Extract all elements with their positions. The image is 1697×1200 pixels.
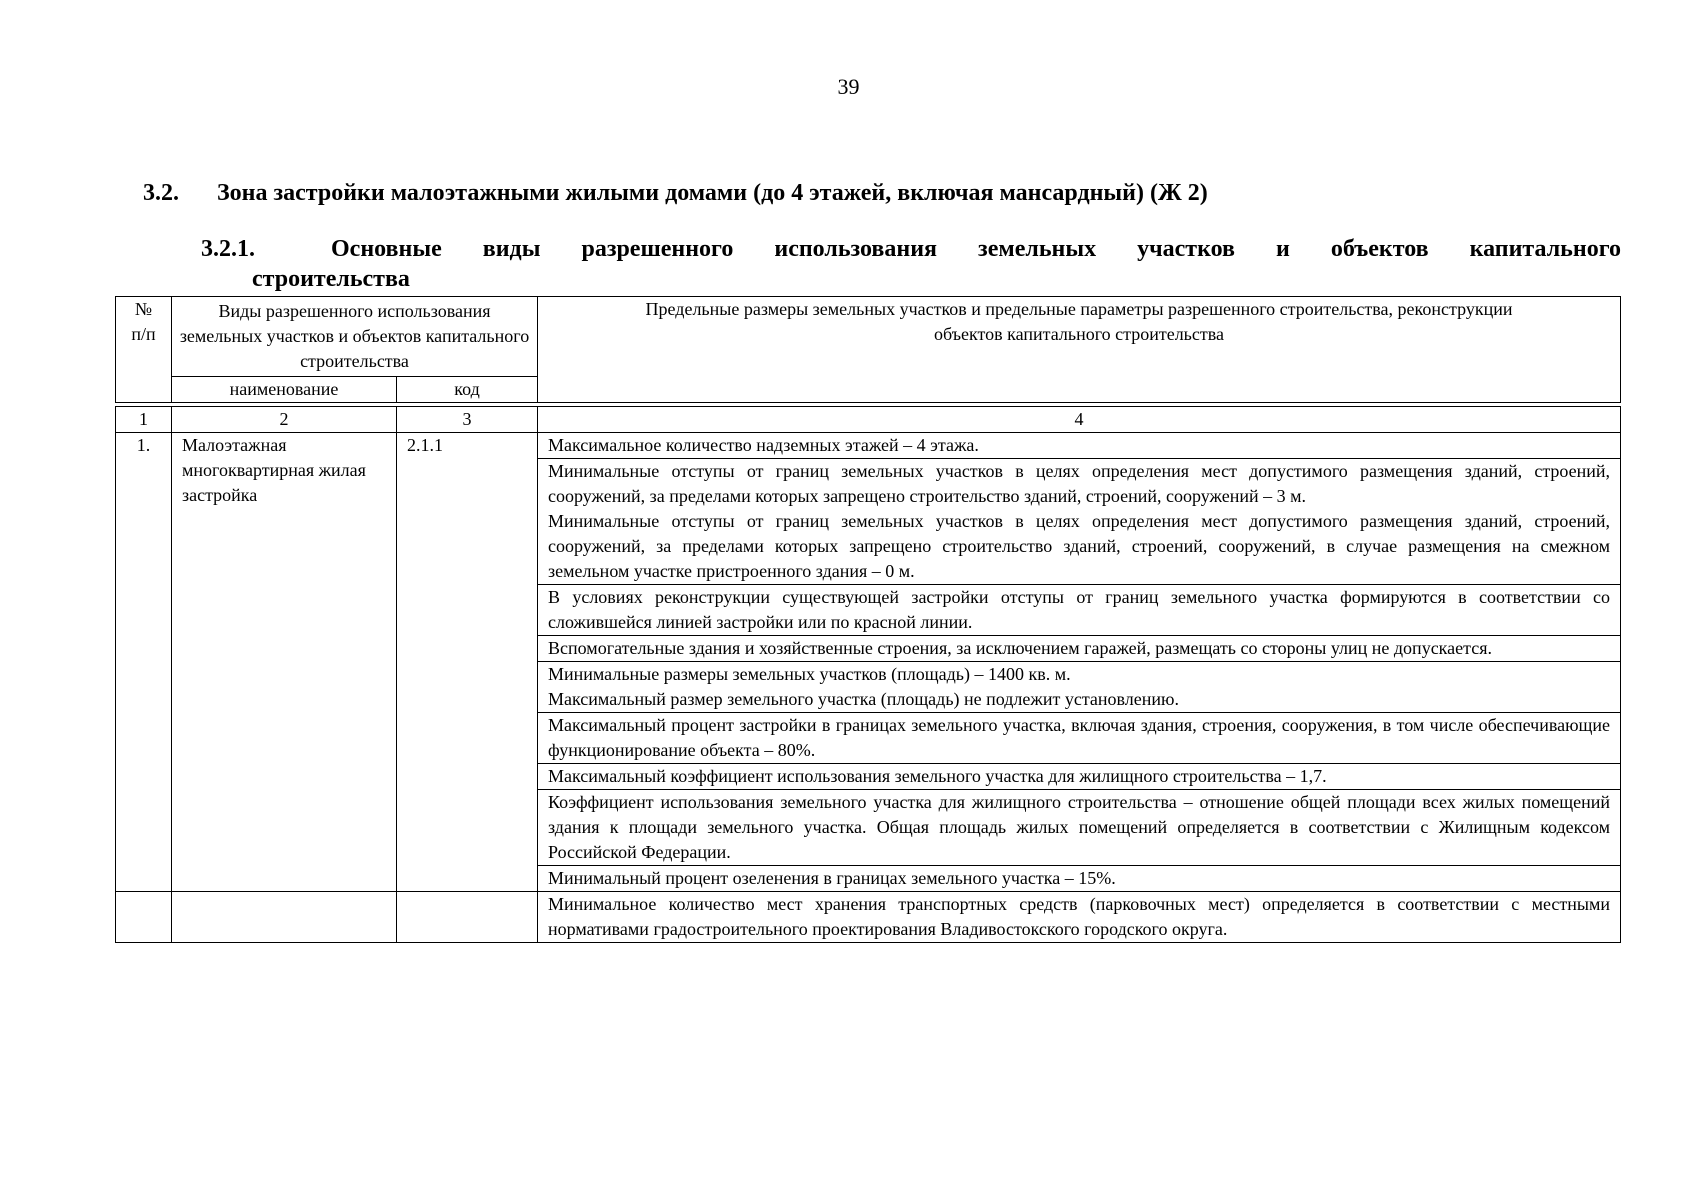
- page-number: 39: [837, 74, 860, 99]
- row-code: 2.1.1: [397, 433, 538, 892]
- header-types-cell: Виды разрешенного использования земельных участков и объектов капитального строительства: [172, 297, 538, 377]
- subsection-number: 3.2.1.: [201, 236, 255, 262]
- subsection-title-line2: строительства: [252, 266, 410, 292]
- param-cell: [538, 459, 1621, 585]
- param-text: Максимальный процент застройки в границах земельного участка, включая здания, строения, сооружения, в том числе обеспечивающие функционирование объекта – 80%.: [548, 715, 1611, 760]
- param-text: Минимальный процент озеленения в границах земельного участка – 15%.: [548, 868, 1116, 888]
- column-number: 2: [172, 407, 397, 433]
- column-number: 1: [116, 407, 172, 433]
- header-code-cell: код: [397, 377, 538, 403]
- subsection-title-line1: Основные виды разрешенного использования земельных участков и объектов капитального: [331, 236, 1621, 262]
- column-number: 3: [397, 407, 538, 433]
- regulations-table: [115, 296, 1621, 943]
- param-cell: [538, 585, 1621, 636]
- table-row: [116, 433, 1621, 459]
- param-text: Максимальный коэффициент использования земельного участка для жилищного строительства – 1,7.: [548, 766, 1327, 786]
- header-number-cell: № п/п: [116, 297, 172, 403]
- section-title-text: Зона застройки малоэтажными жилыми домами (до 4 этажей, включая мансардный) (Ж 2): [217, 180, 1208, 206]
- column-number: 4: [538, 407, 1621, 433]
- param-text: Минимальные размеры земельных участков (площадь) – 1400 кв. м.: [548, 664, 1071, 684]
- param-text: В условиях реконструкции существующей застройки отступы от границ земельного участка формируются в соответствии со сложившейся линией застройки или по красной линии.: [548, 587, 1611, 632]
- param-cell: [538, 790, 1621, 866]
- param-text: Минимальные отступы от границ земельных участков в целях определения мест допустимого размещения зданий, строений, сооружений, за пределами которых запрещено строительство зданий, строений, сооружений – 3 м.: [548, 461, 1611, 506]
- param-cell: [538, 636, 1621, 662]
- param-cell: [538, 713, 1621, 764]
- header-params-cell: Предельные размеры земельных участков и предельные параметры разрешенного строительства, реконструкции объектов капитального строительства: [538, 297, 1621, 403]
- param-text: Максимальный размер земельного участка (площадь) не подлежит установлению.: [548, 689, 1179, 709]
- param-cell: [538, 866, 1621, 892]
- table-row: [116, 892, 1621, 943]
- param-cell: [538, 892, 1621, 943]
- param-text: Минимальное количество мест хранения транспортных средств (парковочных мест) определяется в соответствии с местными нормативами градостроительного проектирования Владивостокского городского округа.: [548, 894, 1611, 939]
- column-numbers-row: [116, 407, 1621, 433]
- subsection-title: [201, 234, 1621, 264]
- row-number: 1.: [116, 433, 172, 892]
- row-name: Малоэтажная многоквартирная жилая застройка: [172, 433, 397, 892]
- param-text: Вспомогательные здания и хозяйственные строения, за исключением гаражей, размещать со стороны улиц не допускается.: [548, 638, 1492, 658]
- header-name-cell: наименование: [172, 377, 397, 403]
- param-cell: [538, 433, 1621, 459]
- param-cell: [538, 662, 1621, 713]
- param-text: Максимальное количество надземных этажей – 4 этажа.: [548, 435, 979, 455]
- param-text: Минимальные отступы от границ земельных участков в целях определения мест допустимого размещения зданий, строений, сооружений, за пределами которых запрещено строительство зданий, строений, сооружений, в случае размещения на смежном земельном участке пристроенного здания – 0 м.: [548, 511, 1611, 581]
- param-text: Коэффициент использования земельного участка для жилищного строительства – отношение общей площади всех жилых помещений здания к площади земельного участка. Общая площадь жилых помещений определяется в соответствии с Жилищным кодексом Российской Федерации.: [548, 792, 1611, 862]
- param-cell: [538, 764, 1621, 790]
- section-title: [143, 180, 1208, 207]
- section-number: 3.2.: [143, 180, 179, 206]
